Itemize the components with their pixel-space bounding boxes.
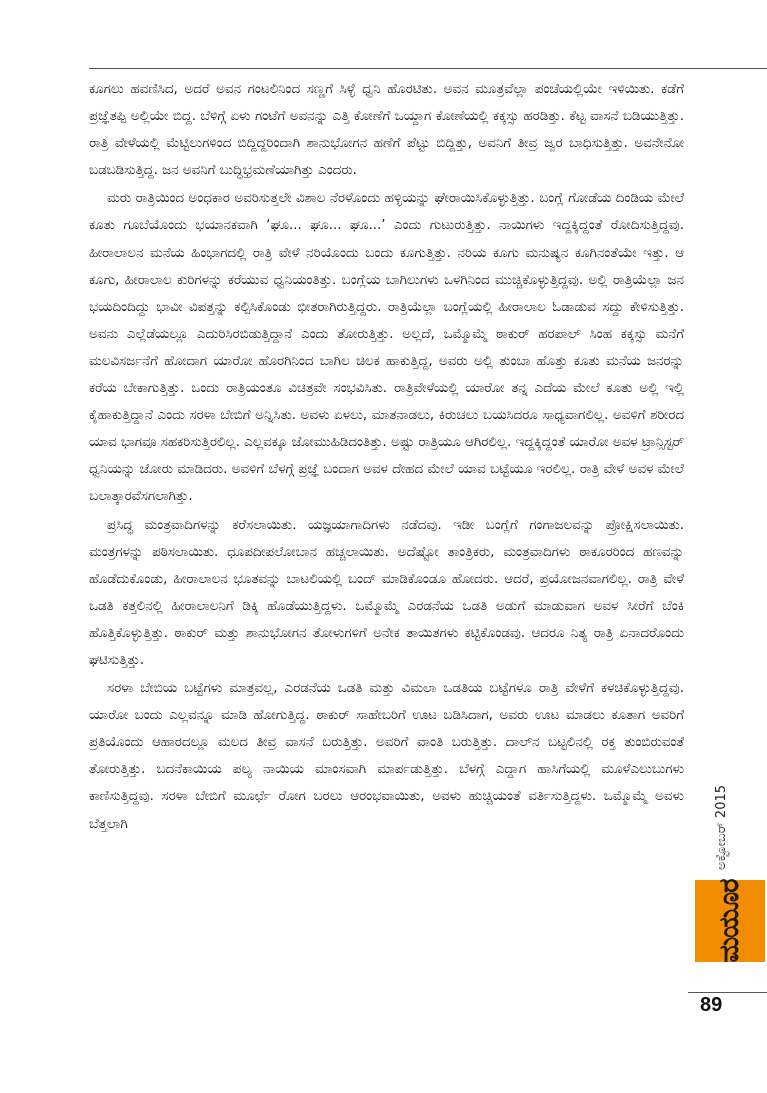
magazine-logo xyxy=(695,880,765,962)
magazine-name: ಮಯೂರ xyxy=(714,879,745,963)
article-body xyxy=(89,76,684,838)
paragraph-2: ಮರು ರಾತ್ರಿಯಿಂದ ಅಂಧಕಾರ ಅವರಿಸುತ್ತಲೇ ವಿಶಾಲ ನೆರಳೊಂದು ಹಳ್ಳಿಯನ್ನು ಘೇರಾಯಿಸಿಕೊಳ್ಳುತ್ತಿತ್ತು. ಬಂಗ್ಲೆ ಗೋಡೆಯ ದಿಂಡಿಯ ಮೇಲೆ ಕೂತು ಗೂಬೆಯೊಂದು ಭಯಾನಕವಾಗಿ ‘ಘೂ... ಘೂ... ಘೂ...’ ಎಂದು ಗುಟುರುತ್ತಿತ್ತು. ನಾಯಿಗಳು ಇದ್ದಕ್ಕಿದ್ದಂತೆ ರೋದಿಸುತ್ತಿದ್ದವು. ಹೀರಾಲಾಲನ ಮನೆಯ ಹಿಂಭಾಗದಲ್ಲಿ ರಾತ್ರಿ ವೇಳೆ ನರಿಯೊಂದು ಬಂದು ಕೂಗುತ್ತಿತ್ತು. ನರಿಯ ಕೂಗು ಮನುಷ್ಯನ ಕೂಗಿನಂತೆಯೇ ಇತ್ತು. ಆ ಕೂಗು, ಹೀರಾಲಾಲ ಕುರಿಗಳನ್ನು ಕರೆಯುವ ಧ್ವನಿಯಂತಿತ್ತು. ಬಂಗ್ಲೆಯ ಬಾಗಿಲುಗಳು ಒಳಗಿನಿಂದ ಮುಚ್ಚಿಕೊಳ್ಳುತ್ತಿದ್ದವು. ಅಲ್ಲಿ ರಾತ್ರಿಯೆಲ್ಲಾ ಜನ ಭಯದಿಂದಿದ್ದು ಭಾವೀ ವಿಪತ್ತನ್ನು ಕಲ್ಪಿಸಿಕೊಂಡು ಭೀತರಾಗಿರುತ್ತಿದ್ದರು. ರಾತ್ರಿಯೆಲ್ಲಾ ಬಂಗ್ಲೆಯಲ್ಲಿ ಹೀರಾಲಾಲ ಓಡಾಡುವ ಸದ್ದು ಕೇಳಿಸುತ್ತಿತ್ತು. ಅವನು ಎಲ್ಲೆಡೆಯಲ್ಲೂ ಎದುರಿಸಿರಬಿಡುತ್ತಿದ್ದಾನೆ ಎಂದು ತೋರುತ್ತಿತ್ತು. ಅಲ್ಲದೆ, ಒಮ್ಮೊಮ್ಮೆ ಠಾಕುರ್ ಹರಪಾಲ್ ಸಿಂಹ ಕಕ್ಕಸ್ಸು ಮನೆಗೆ ಮಲವಿಸರ್ಜನೆಗೆ ಹೋದಾಗ ಯಾರೋ ಹೊರಗಿನಿಂದ ಬಾಗಿಲ ಚಿಲಕ ಹಾಕುತ್ತಿದ್ದ, ಅವರು ಅಲ್ಲಿ ತುಂಬಾ ಹೊತ್ತು ಕೂತು ಮನೆಯ ಜನರನ್ನು ಕರೆಯ ಬೇಕಾಗುತ್ತಿತ್ತು. ಒಂದು ರಾತ್ರಿಯಂತೂ ವಿಚಿತ್ರವೇ ಸಂಭವಿಸಿತು. ರಾತ್ರಿವೇಳೆಯಲ್ಲಿ ಯಾರೋ ತನ್ನ ಎದೆಯ ಮೇಲೆ ಕೂತು ಅಲ್ಲಿ ಇಲ್ಲಿ ಕೈಹಾಕುತ್ತಿದ್ದಾನೆ ಎಂದು ಸರಳಾ ಬೇಬಿಗೆ ಅನ್ನಿಸಿತು. ಅವಳು ಏಳಲು, ಮಾತನಾಡಲು, ಕಿರುಚಲು ಬಯಸಿದರೂ ಸಾಧ್ಯವಾಗಲಿಲ್ಲ. ಅವಳಿಗೆ ಶರೀರದ ಯಾವ ಭಾಗವೂ ಸಹಕರಿಸುತ್ತಿರಲಿಲ್ಲ. ಎಲ್ಲವಕ್ಕೂ ಜೋಮುಹಿಡಿದಂತಿತ್ತು. ಅಷ್ಟು ರಾತ್ರಿಯೂ ಆಗಿರಲಿಲ್ಲ. ಇದ್ದಕ್ಕಿದ್ದಂತೆ ಯಾರೋ ಅವಳ ಟ್ರಾನ್ಸಿಸ್ಟರ್ ಧ್ವನಿಯನ್ನು ಜೋರು ಮಾಡಿದರು. ಅವಳಿಗೆ ಬೆಳಗ್ಗೆ ಪ್ರಜ್ಞೆ ಬಂದಾಗ ಅವಳ ದೇಹದ ಮೇಲೆ ಯಾವ ಬಟ್ಟೆಯೂ ಇರಲಿಲ್ಲ. ರಾತ್ರಿ ವೇಳೆ ಅವಳ ಮೇಲೆ ಬಲಾತ್ಕಾರವೆಸಗಲಾಗಿತ್ತು. xyxy=(89,191,685,505)
paragraph-1: ಕೂಗಲು ಹವಣಿಸಿದ, ಅದರೆ ಅವನ ಗಂಟಲಿನಿಂದ ಸಣ್ಣಗೆ ಸಿಳ್ಳೆ ಧ್ವನಿ ಹೊರಟಿತು. ಅವನ ಮೂತ್ರವೆಲ್ಲಾ ಪಂಚೆಯಲ್ಲಿಯೇ ಇಳಿಯಿತು. ಕಡೆಗೆ ಪ್ರಜ್ಞೆತಪ್ಪಿ ಅಲ್ಲಿಯೇ ಬಿದ್ದ. ಬೆಳಿಗ್ಗೆ ಏಳು ಗಂಟೆಗೆ ಅವನನ್ನು ಎತ್ತಿ ಕೋಣೆಗೆ ಒಯ್ದಾಗ ಕೋಣೆಯಲ್ಲಿ ಕಕ್ಕಸ್ಸು ಹರಡಿತ್ತು. ಕೆಟ್ಟ ವಾಸನೆ ಬಡಿಯುತ್ತಿತ್ತು. ರಾತ್ರಿ ವೇಳೆಯಲ್ಲಿ ಮೆಟ್ಟಿಲುಗಳಿಂದ ಬಿದ್ದಿದ್ದರಿಂದಾಗಿ ಶಾನುಭೋಗನ ಹಣೆಗೆ ಪೆಟ್ಟು ಬಿದ್ದಿತ್ತು, ಅವನಿಗೆ ತೀವ್ರ ಜ್ವರ ಬಾಧಿಸುತ್ತಿತ್ತು. ಅವನೇನೋ ಬಡಬಡಿಸುತ್ತಿದ್ದ. ಜನ ಅವನಿಗೆ ಬುದ್ಧಿಭ್ರಮಣೆಯಾಗಿತ್ತು ಎಂದರು. xyxy=(89,82,684,179)
issue-date: ಅಕ್ಟೋಬರ್ 2015 xyxy=(714,784,729,870)
paragraph-4: ಸರಳಾ ಬೇಬಿಯ ಬಟ್ಟೆಗಳು ಮಾತ್ರವಲ್ಲ, ಎರಡನೆಯ ಒಡತಿ ಮತ್ತು ವಿಮಲಾ ಒಡತಿಯ ಬಟ್ಟೆಗಳೂ ರಾತ್ರಿ ವೇಳೆಗೆ ಕಳಚಿಕೊಳ್ಳುತ್ತಿದ್ದವು. ಯಾರೋ ಬಂದು ಎಲ್ಲವನ್ನೂ ಮಾಡಿ ಹೋಗುತ್ತಿದ್ದ. ಠಾಕುರ್ ಸಾಹೇಬರಿಗೆ ಊಟ ಬಡಿಸಿದಾಗ, ಅವರು ಊಟ ಮಾಡಲು ಕೂತಾಗ ಅವರಿಗೆ ಪ್ರತಿಯೊಂದು ಆಹಾರದಲ್ಲೂ ಮಲದ ತೀವ್ರ ವಾಸನೆ ಬರುತ್ತಿತ್ತು. ಅವರಿಗೆ ವಾಂತಿ ಬರುತ್ತಿತ್ತು. ದಾಲ್‌ನ ಬಟ್ಟಲಿನಲ್ಲಿ ರಕ್ತ ತುಂಬಿರುವಂತೆ ತೋರುತ್ತಿತ್ತು. ಬದನೆಕಾಯಿಯ ಪಲ್ಯ ನಾಯಿಯ ಮಾಂಸವಾಗಿ ಮಾರ್ಪಡುತ್ತಿತ್ತು. ಬೆಳಗ್ಗೆ ಎದ್ದಾಗ ಹಾಸಿಗೆಯಲ್ಲಿ ಮೂಳೆಎಲುಬುಗಳು ಕಾಣಿಸುತ್ತಿದ್ದವು. ಸರಳಾ ಬೇಬಿಗೆ ಮೂರ್ಛೆ ರೋಗ ಬರಲು ಆರಂಭವಾಯಿತು, ಅವಳು ಹುಚ್ಚಿಯಂತೆ ವರ್ತಿಸುತ್ತಿದ್ದಳು. ಒಮ್ಮೊಮ್ಮೆ ಅವಳು ಬೆತ್ತಲಾಗಿ xyxy=(89,681,684,832)
paragraph-3: ಪ್ರಸಿದ್ಧ ಮಂತ್ರವಾದಿಗಳನ್ನು ಕರೆಸಲಾಯಿತು. ಯಜ್ಞಯಾಗಾದಿಗಳು ನಡೆದವು. ಇಡೀ ಬಂಗ್ಲೆಗೆ ಗಂಗಾಜಲವನ್ನು ಪ್ರೋಕ್ಷಿಸಲಾಯಿತು. ಮಂತ್ರಗಳನ್ನು ಪಠಿಸಲಾಯಿತು. ಧೂಪದೀಪಲೋಬಾನ ಹಚ್ಚಲಾಯಿತು. ಅದೆಷ್ಟೋ ತಾಂತ್ರಿಕರು, ಮಂತ್ರವಾದಿಗಳು ಠಾಕೂರರಿಂದ ಹಣವನ್ನು ಹೊಡೆದುಕೊಂಡು, ಹೀರಾಲಾಲನ ಭೂತವನ್ನು ಬಾಟಲಿಯಲ್ಲಿ ಬಂದ್ ಮಾಡಿಕೊಂಡೂ ಹೋದರು. ಆದರೆ, ಪ್ರಯೋಜನವಾಗಲಿಲ್ಲ. ರಾತ್ರಿ ವೇಳೆ ಒಡತಿ ಕತ್ತಲಿನಲ್ಲಿ ಹೀರಾಲಾಲನಿಗೆ ಡಿಕ್ಕಿ ಹೊಡೆಯುತ್ತಿದ್ದಳು. ಒಮ್ಮೊಮ್ಮೆ ಎರಡನೆಯ ಒಡತಿ ಅಡುಗೆ ಮಾಡುವಾಗ ಅವಳ ಸೀರೆಗೆ ಬೆಂಕಿ ಹೊತ್ತಿಕೊಳ್ಳುತ್ತಿತ್ತು. ಠಾಕುರ್ ಮತ್ತು ಶಾನುಭೋಗನ ತೋಳುಗಳಿಗೆ ಅನೇಕ ತಾಯಿತಗಳು ಕಟ್ಟಿಕೊಂಡವು. ಆದರೂ ನಿತ್ಯ ರಾತ್ರಿ ಏನಾದರೊಂದು ಘಟಿಸುತ್ತಿತ್ತು. xyxy=(89,517,684,668)
footer-divider xyxy=(688,992,767,993)
page-number: 89 xyxy=(700,994,723,1016)
top-divider xyxy=(89,68,767,69)
